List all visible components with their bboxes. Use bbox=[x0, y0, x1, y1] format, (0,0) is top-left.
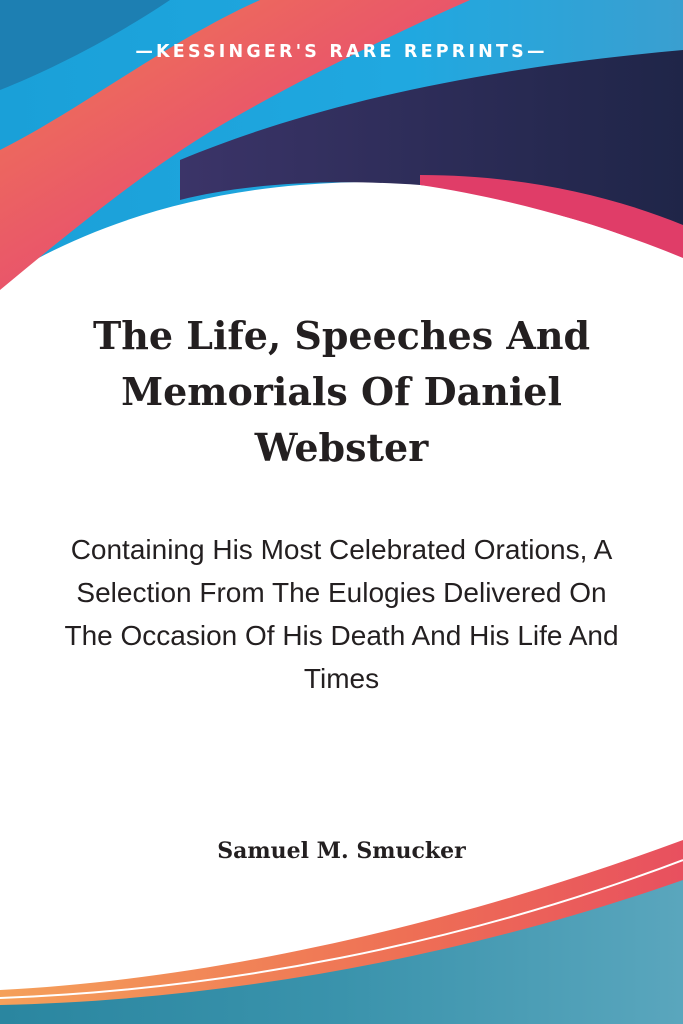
publisher-imprint bbox=[0, 42, 683, 62]
publisher-name: KESSINGER'S RARE REPRINTS bbox=[156, 42, 527, 62]
publisher-rule-right: — bbox=[526, 42, 548, 62]
book-title: The Life, Speeches And Memorials Of Daniel Webster bbox=[92, 313, 591, 470]
book-subtitle: Containing His Most Celebrated Orations, A Selection From The Eulogies Delivered On The Occasion Of His Death And His Life And Times bbox=[64, 534, 619, 694]
book-author: Samuel M. Smucker bbox=[217, 838, 466, 864]
publisher-rule-left: — bbox=[135, 42, 157, 62]
